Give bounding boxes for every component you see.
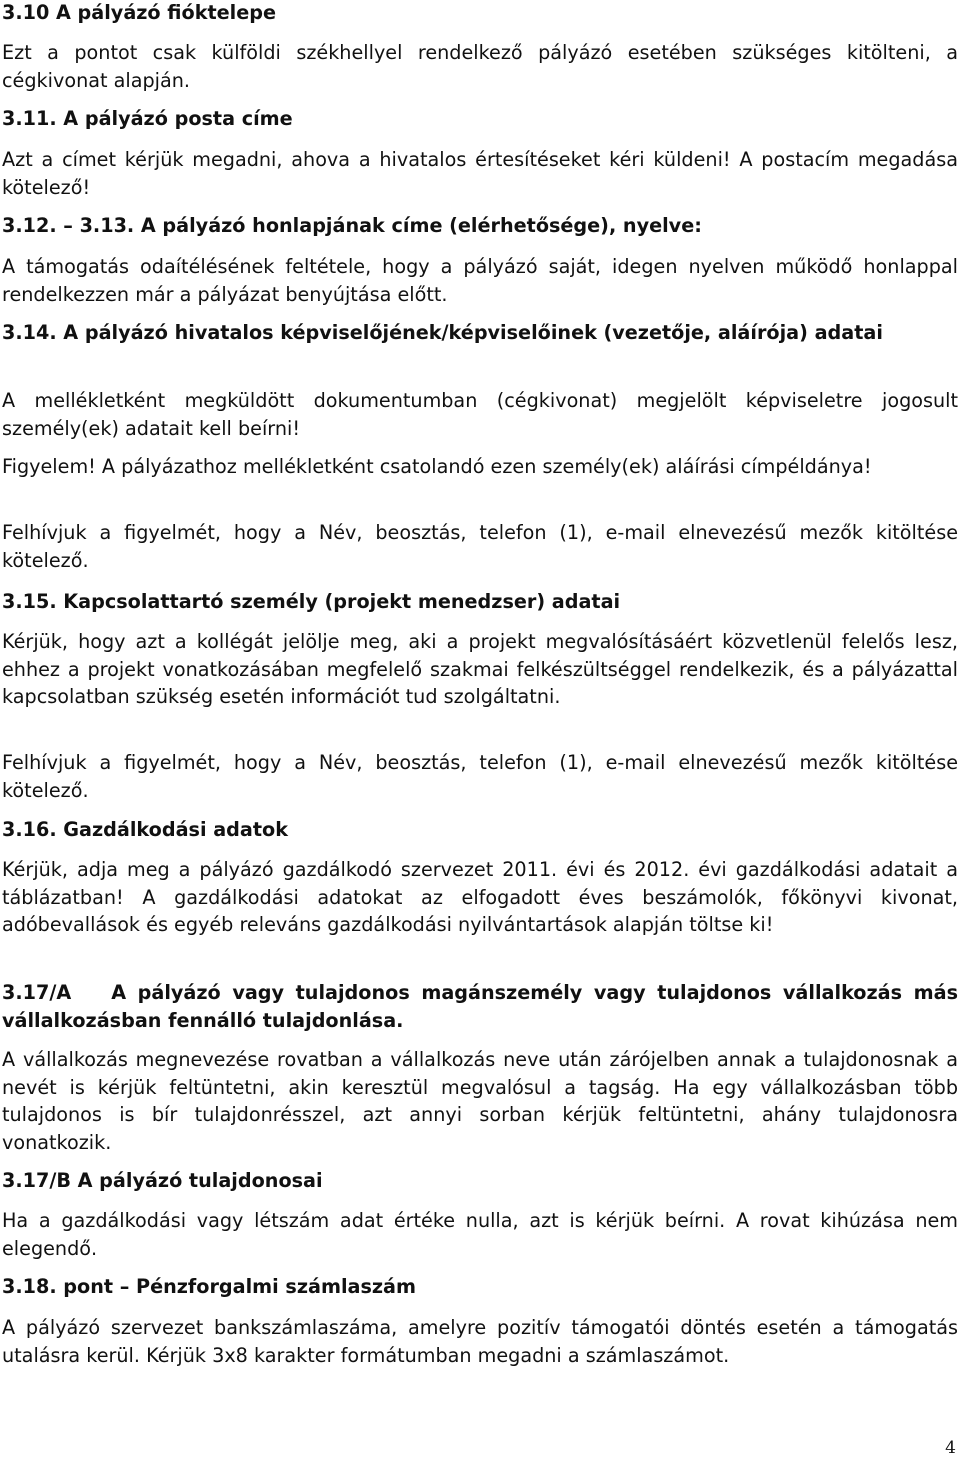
section-3-17a-body: A vállalkozás megnevezése rovatban a vállalkozás neve után zárójelben annak a tulajdonosnak a nevét is kérjük feltüntetni, akin keresztül megvalósul a tagság. Ha egy vállalkozásban több tulajdonos is bír tulajdonrésszel, azt annyi sorban kérjük feltüntetni, ahány tulajdonosra vonatkozik. [2,1048,958,1154]
section-3-18-heading: 3.18. pont – Pénzforgalmi számlaszám [2,1275,417,1298]
section-3-17a-title: A pályázó vagy tulajdonos magánszemély vagy tulajdonos vállalkozás más vállalkozásban fennálló tulajdonlása. [2,981,958,1032]
section-3-15-body-1: Kérjük, hogy azt a kollégát jelölje meg, aki a projekt megvalósításáért közvetlenül felelős lesz, ehhez a projekt vonatkozásában megfelelő szakmai felkészültséggel rendelkezik, és a pályázattal kapcsolatban szükség esetén információt tud szolgáltatni. [2,630,958,708]
section-3-14-body-2: Figyelem! A pályázathoz mellékletként csatolandó ezen személy(ek) aláírási címpéldánya! [2,455,872,478]
section-3-11-heading: 3.11. A pályázó posta címe [2,107,293,130]
section-3-14-body-3: Felhívjuk a figyelmét, hogy a Név, beosztás, telefon (1), e-mail elnevezésű mezők kitöltése kötelező. [2,521,958,572]
section-3-17b-heading: 3.17/B A pályázó tulajdonosai [2,1169,323,1192]
section-3-15-body-2: Felhívjuk a figyelmét, hogy a Név, beosztás, telefon (1), e-mail elnevezésű mezők kitöltése kötelező. [2,751,958,802]
section-3-14-body-1: A mellékletként megküldött dokumentumban (cégkivonat) megjelölt képviseletre jogosult személy(ek) adatait kell beírni! [2,389,958,440]
section-3-17a-label: 3.17/A [2,981,72,1004]
section-3-16-heading: 3.16. Gazdálkodási adatok [2,818,288,841]
section-3-10-heading: 3.10 A pályázó fióktelepe [2,1,276,24]
section-3-12-body: A támogatás odaítélésének feltétele, hogy a pályázó saját, idegen nyelven működő honlappal rendelkezzen már a pályázat benyújtása előtt. [2,255,958,306]
section-3-15-heading: 3.15. Kapcsolattartó személy (projekt menedzser) adatai [2,590,621,613]
page-number: 4 [945,1438,956,1458]
section-3-17a-heading [2,979,958,1034]
section-3-17b-body: Ha a gazdálkodási vagy létszám adat értéke nulla, azt is kérjük beírni. A rovat kihúzása nem elegendő. [2,1209,958,1260]
section-3-10-body: Ezt a pontot csak külföldi székhellyel rendelkező pályázó esetében szükséges kitölteni, a cégkivonat alapján. [2,41,958,92]
section-3-12-heading: 3.12. – 3.13. A pályázó honlapjának címe (elérhetősége), nyelve: [2,214,702,237]
section-3-16-body: Kérjük, adja meg a pályázó gazdálkodó szervezet 2011. évi és 2012. évi gazdálkodási adatait a táblázatban! A gazdálkodási adatokat az elfogadott éves beszámolók, főkönyvi kivonat, adóbevallások és egyéb releváns gazdálkodási nyilvántartások alapján töltse ki! [2,858,958,936]
section-3-11-body: Azt a címet kérjük megadni, ahova a hivatalos értesítéseket kéri küldeni! A postacím megadása kötelező! [2,148,958,199]
section-3-14-heading: 3.14. A pályázó hivatalos képviselőjének/képviselőinek (vezetője, aláírója) adatai [2,321,883,344]
section-3-18-body: A pályázó szervezet bankszámlaszáma, amelyre pozitív támogatói döntés esetén a támogatás utalásra kerül. Kérjük 3x8 karakter formátumban megadni a számlaszámot. [2,1316,958,1367]
